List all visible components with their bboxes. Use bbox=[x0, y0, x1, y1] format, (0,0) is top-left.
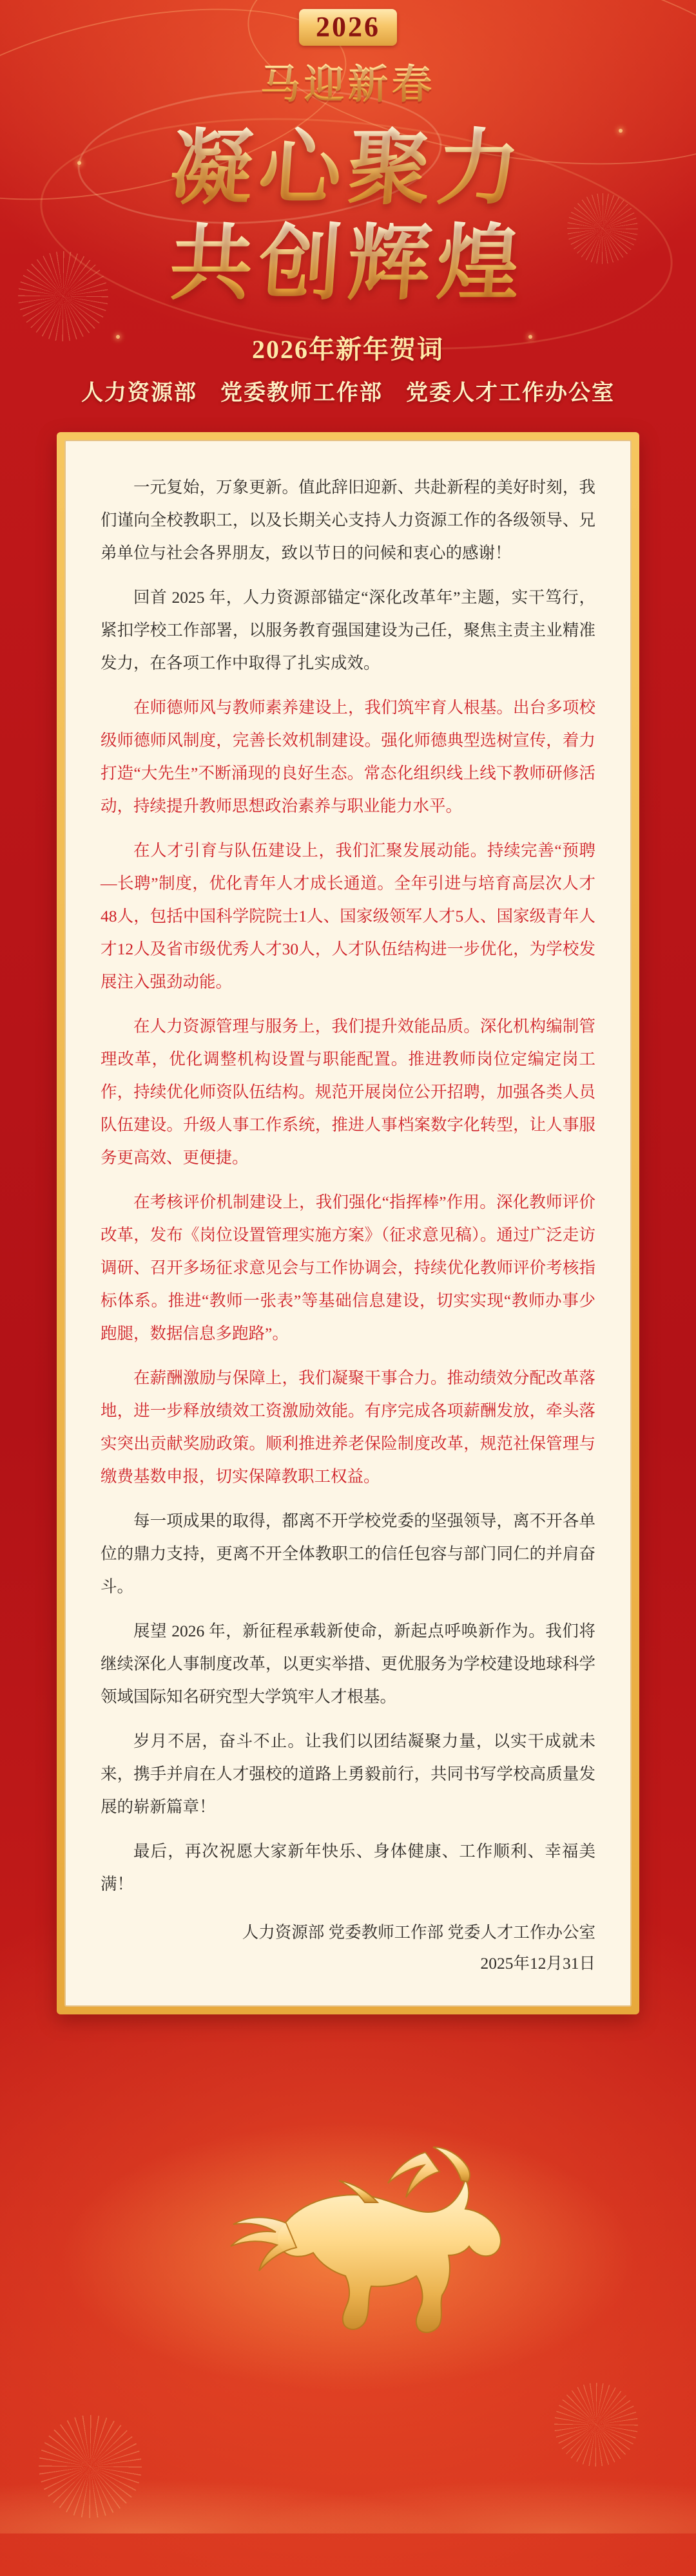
horse-phrase: 马迎新春 bbox=[0, 52, 696, 109]
letter-card bbox=[64, 440, 632, 2007]
letter-paragraph: 展望 2026 年，新征程承载新使命，新起点呼唤新作为。我们将继续深化人事制度改革，以更实举措、更优服务为学校建设地球科学领域国际知名研究型大学筑牢人才根基。 bbox=[101, 1621, 595, 1706]
horse-icon bbox=[148, 2083, 548, 2360]
letter-paragraph: 在人力资源管理与服务上，我们提升效能品质。深化机构编制管理改革，优化调整机构设置与职能配置。推进教师岗位定编定岗工作，持续优化师资队伍结构。规范开展岗位公开招聘，加强各类人员队伍建设。升级人事工作系统，推进人事档案数字化转型，让人事服务更高效、更便捷。 bbox=[101, 1016, 595, 1167]
letter-paragraph: 最后，再次祝愿大家新年快乐、身体健康、工作顺利、幸福美满！ bbox=[101, 1841, 595, 1893]
year-badge: 2026 bbox=[299, 9, 397, 46]
letter-paragraph: 岁月不居，奋斗不止。让我们以团结凝聚力量，以实干成就未来，携手并肩在人才强校的道路上勇毅前行，共同书写学校高质量发展的崭新篇章！ bbox=[101, 1731, 595, 1816]
poster-header bbox=[0, 0, 696, 406]
letter-paragraph: 在人才引育与队伍建设上，我们汇聚发展动能。持续完善“预聘—长聘”制度，优化青年人才成长通道。全年引进与培育高层次人才48人，包括中国科学院院士1人、国家级领军人才5人、国家级青年人才12人及省市级优秀人才30人，人才队伍结构进一步优化，为学校发展注入强劲动能。 bbox=[101, 840, 595, 991]
letter-paragraph: 一元复始，万象更新。值此辞旧迎新、共赴新程的美好时刻，我们谨向全校教职工，以及长期关心支持人力资源工作的各级领导、兄弟单位与社会各界朋友，致以节日的问候和衷心的感谢！ bbox=[101, 477, 595, 562]
letter-paragraph: 在薪酬激励与保障上，我们凝聚干事合力。推动绩效分配改革落地，进一步释放绩效工资激励效能。有序完成各项薪酬发放，牵头落实突出贡献奖励政策。顺利推进养老保险制度改革，规范社保管理与缴费基数申报，切实保障教职工权益。 bbox=[101, 1368, 595, 1486]
poster-footer bbox=[0, 2044, 696, 2533]
main-title-line1: 凝心聚力 bbox=[0, 121, 696, 216]
signature-date: 2025年12月31日 bbox=[480, 1954, 595, 1973]
letter-paragraph: 回首 2025 年，人力资源部锚定“深化改革年”主题，实干笃行，紧扣学校工作部署，以服务教育强国建设为己任，聚焦主责主业精准发力，在各项工作中取得了扎实成效。 bbox=[101, 587, 595, 672]
letter-paragraph: 在考核评价机制建设上，我们强化“指挥棒”作用。深化教师评价改革，发布《岗位设置管理实施方案》（征求意见稿）。通过广泛走访调研、召开多场征求意见会与工作协调会，持续优化教师评价考核指标体系。推进“教师一张表”等基础信息建设，切实实现“教师办事少跑腿，数据信息多跑路”。 bbox=[101, 1192, 595, 1343]
signature-block bbox=[101, 1917, 595, 1980]
greeting-title: 2026年新年贺词 bbox=[252, 334, 444, 364]
main-title-line2: 共创辉煌 bbox=[0, 216, 696, 312]
letter-paragraph: 每一项成果的取得，都离不开学校党委的坚强领导，离不开各单位的鼎力支持，更离不开全体教职工的信任包容与部门同仁的并肩奋斗。 bbox=[101, 1511, 595, 1596]
letter-card-frame bbox=[57, 432, 639, 2014]
letter-paragraph: 在师德师风与教师素养建设上，我们筑牢育人根基。出台多项校级师德师风制度，完善长效机制建设。强化师德典型选树宣传，着力打造“大先生”不断涌现的良好生态。常态化组织线上线下教师研修活动，持续提升教师思想政治素养与职业能力水平。 bbox=[101, 697, 595, 815]
footer-wave bbox=[0, 2411, 696, 2533]
signature-org: 人力资源部 党委教师工作部 党委人才工作办公室 bbox=[242, 1922, 595, 1942]
department-line: 人力资源部 党委教师工作部 党委人才工作办公室 bbox=[81, 381, 615, 405]
